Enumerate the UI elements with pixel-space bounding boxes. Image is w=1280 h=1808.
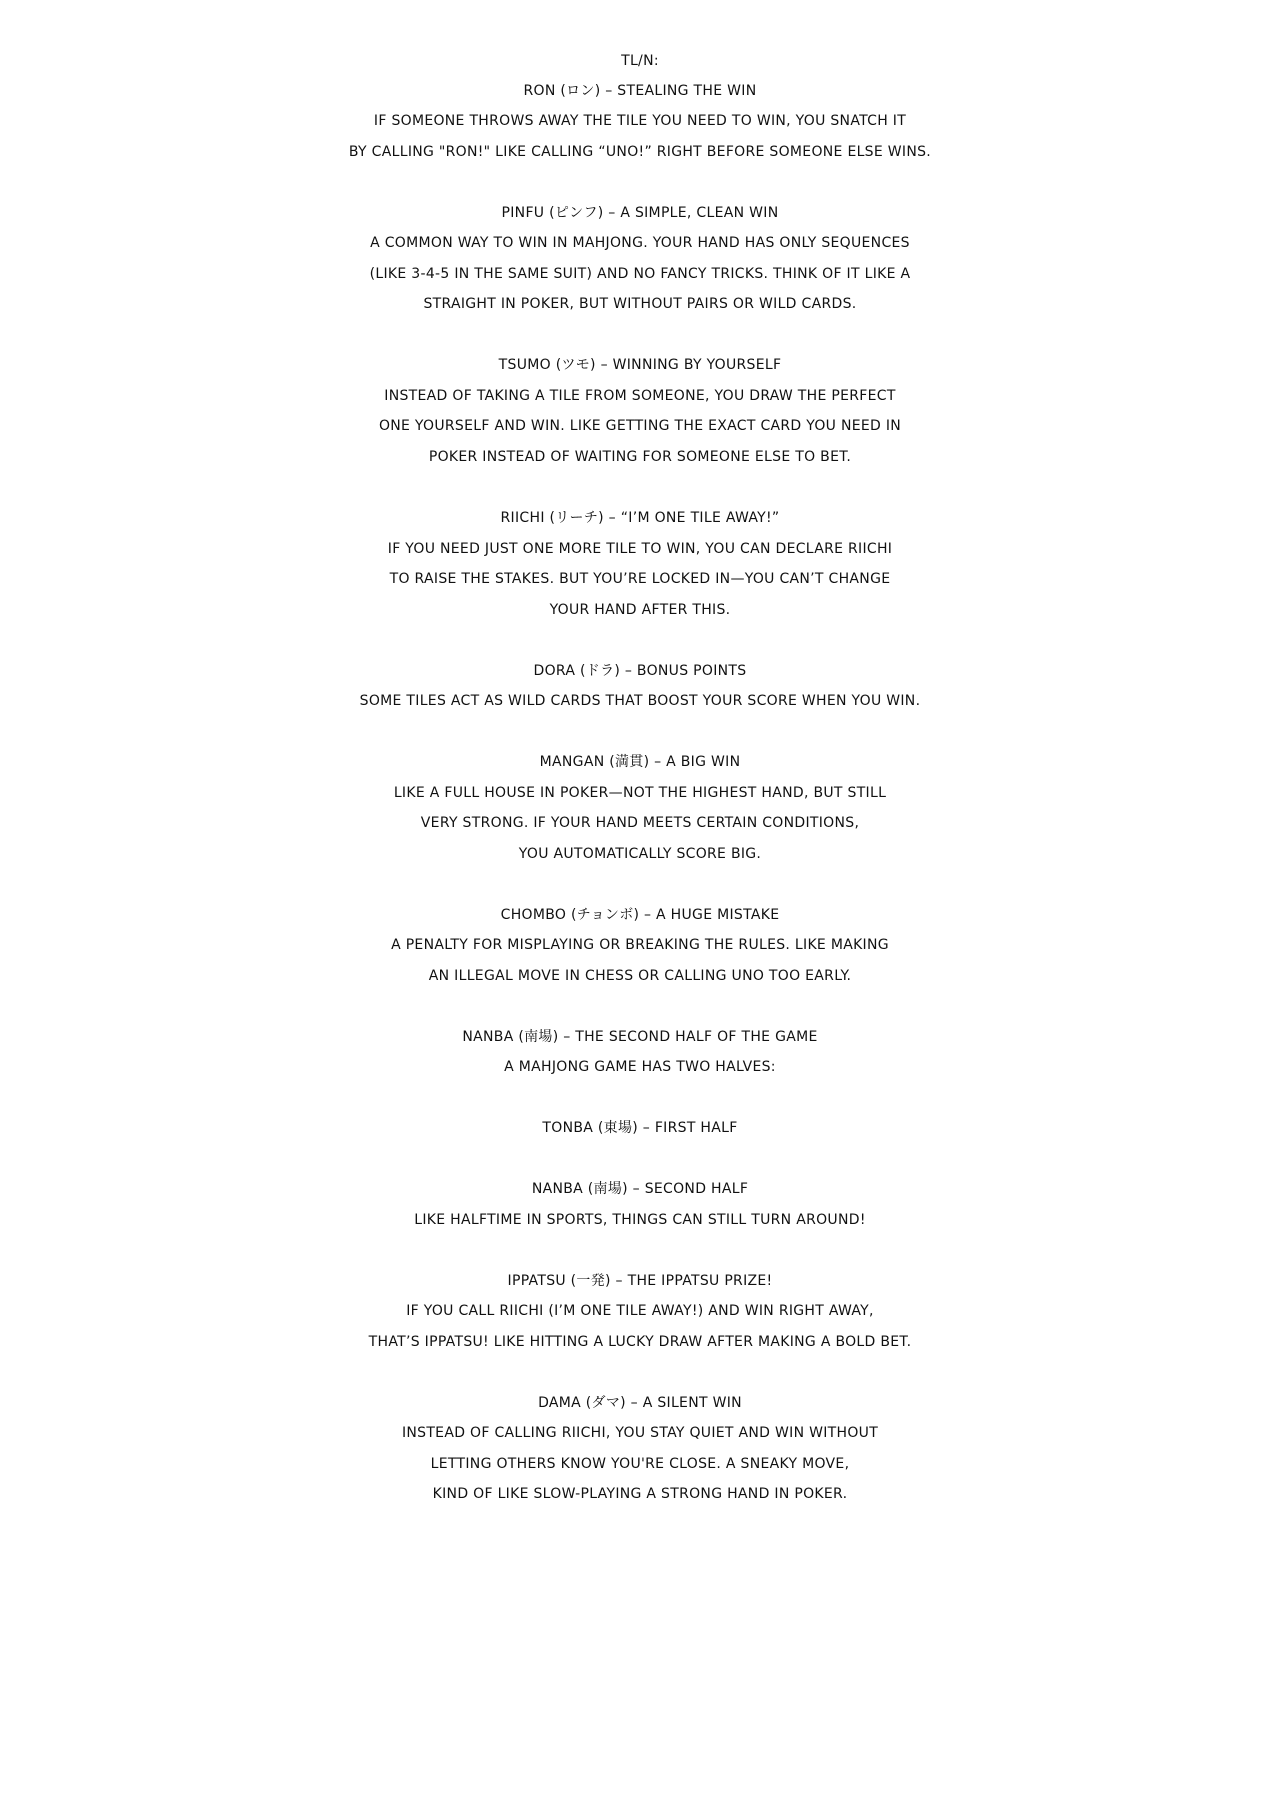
term-description-line: KIND OF LIKE SLOW-PLAYING A STRONG HAND IN POKER. <box>432 1486 848 1502</box>
term-description-line: LIKE HALFTIME IN SPORTS, THINGS CAN STILL TURN AROUND! <box>414 1212 866 1228</box>
term-description-line: TO RAISE THE STAKES. BUT YOU’RE LOCKED IN—YOU CAN’T CHANGE <box>389 571 891 587</box>
term-description-line: (LIKE 3-4-5 IN THE SAME SUIT) AND NO FANCY TRICKS. THINK OF IT LIKE A <box>369 266 911 282</box>
term-description-line: THAT’S IPPATSU! LIKE HITTING A LUCKY DRAW AFTER MAKING A BOLD BET. <box>368 1334 912 1350</box>
term-description-line: INSTEAD OF CALLING RIICHI, YOU STAY QUIET AND WIN WITHOUT <box>401 1425 879 1441</box>
term-description-line: IF YOU NEED JUST ONE MORE TILE TO WIN, YOU CAN DECLARE RIICHI <box>387 541 893 557</box>
term-heading: DORA (ドラ) – BONUS POINTS <box>533 663 747 679</box>
term-description-line: IF SOMEONE THROWS AWAY THE TILE YOU NEED TO WIN, YOU SNATCH IT <box>373 113 907 129</box>
term-description-line: A MAHJONG GAME HAS TWO HALVES: <box>504 1059 776 1075</box>
term-heading: CHOMBO (チョンボ) – A HUGE MISTAKE <box>500 907 780 923</box>
term-description-line: BY CALLING "RON!" LIKE CALLING “UNO!” RIGHT BEFORE SOMEONE ELSE WINS. <box>348 144 932 160</box>
term-description-line: LETTING OTHERS KNOW YOU'RE CLOSE. A SNEAKY MOVE, <box>430 1456 850 1472</box>
term-description-line: POKER INSTEAD OF WAITING FOR SOMEONE ELSE TO BET. <box>428 449 852 465</box>
term-description-line: YOUR HAND AFTER THIS. <box>549 602 731 618</box>
term-heading: MANGAN (満貫) – A BIG WIN <box>539 754 741 770</box>
term-heading: TSUMO (ツモ) – WINNING BY YOURSELF <box>498 357 782 373</box>
term-heading: NANBA (南場) – SECOND HALF <box>531 1181 749 1197</box>
term-description-line: A PENALTY FOR MISPLAYING OR BREAKING THE RULES. LIKE MAKING <box>391 937 889 953</box>
term-heading: RIICHI (リーチ) – “I’M ONE TILE AWAY!” <box>500 510 780 526</box>
term-description-line: INSTEAD OF TAKING A TILE FROM SOMEONE, YOU DRAW THE PERFECT <box>384 388 896 404</box>
term-description-line: IF YOU CALL RIICHI (I’M ONE TILE AWAY!) AND WIN RIGHT AWAY, <box>406 1303 874 1319</box>
term-heading: TONBA (東場) – FIRST HALF <box>542 1120 738 1136</box>
term-description-line: VERY STRONG. IF YOUR HAND MEETS CERTAIN CONDITIONS, <box>420 815 860 831</box>
notes-header: TL/N: <box>621 53 659 69</box>
term-description-line: YOU AUTOMATICALLY SCORE BIG. <box>518 846 762 862</box>
term-description-line: LIKE A FULL HOUSE IN POKER—NOT THE HIGHEST HAND, BUT STILL <box>393 785 887 801</box>
term-heading: IPPATSU (一発) – THE IPPATSU PRIZE! <box>507 1273 773 1289</box>
term-heading: PINFU (ピンフ) – A SIMPLE, CLEAN WIN <box>501 205 779 221</box>
term-description-line: AN ILLEGAL MOVE IN CHESS OR CALLING UNO TOO EARLY. <box>428 968 852 984</box>
term-description-line: A COMMON WAY TO WIN IN MAHJONG. YOUR HAND HAS ONLY SEQUENCES <box>370 235 910 251</box>
term-heading: DAMA (ダマ) – A SILENT WIN <box>538 1395 742 1411</box>
term-heading: NANBA (南場) – THE SECOND HALF OF THE GAME <box>462 1029 818 1045</box>
term-description-line: SOME TILES ACT AS WILD CARDS THAT BOOST YOUR SCORE WHEN YOU WIN. <box>359 693 921 709</box>
term-description-line: STRAIGHT IN POKER, BUT WITHOUT PAIRS OR WILD CARDS. <box>423 296 857 312</box>
term-description-line: ONE YOURSELF AND WIN. LIKE GETTING THE EXACT CARD YOU NEED IN <box>378 418 902 434</box>
term-heading: RON (ロン) – STEALING THE WIN <box>523 83 757 99</box>
